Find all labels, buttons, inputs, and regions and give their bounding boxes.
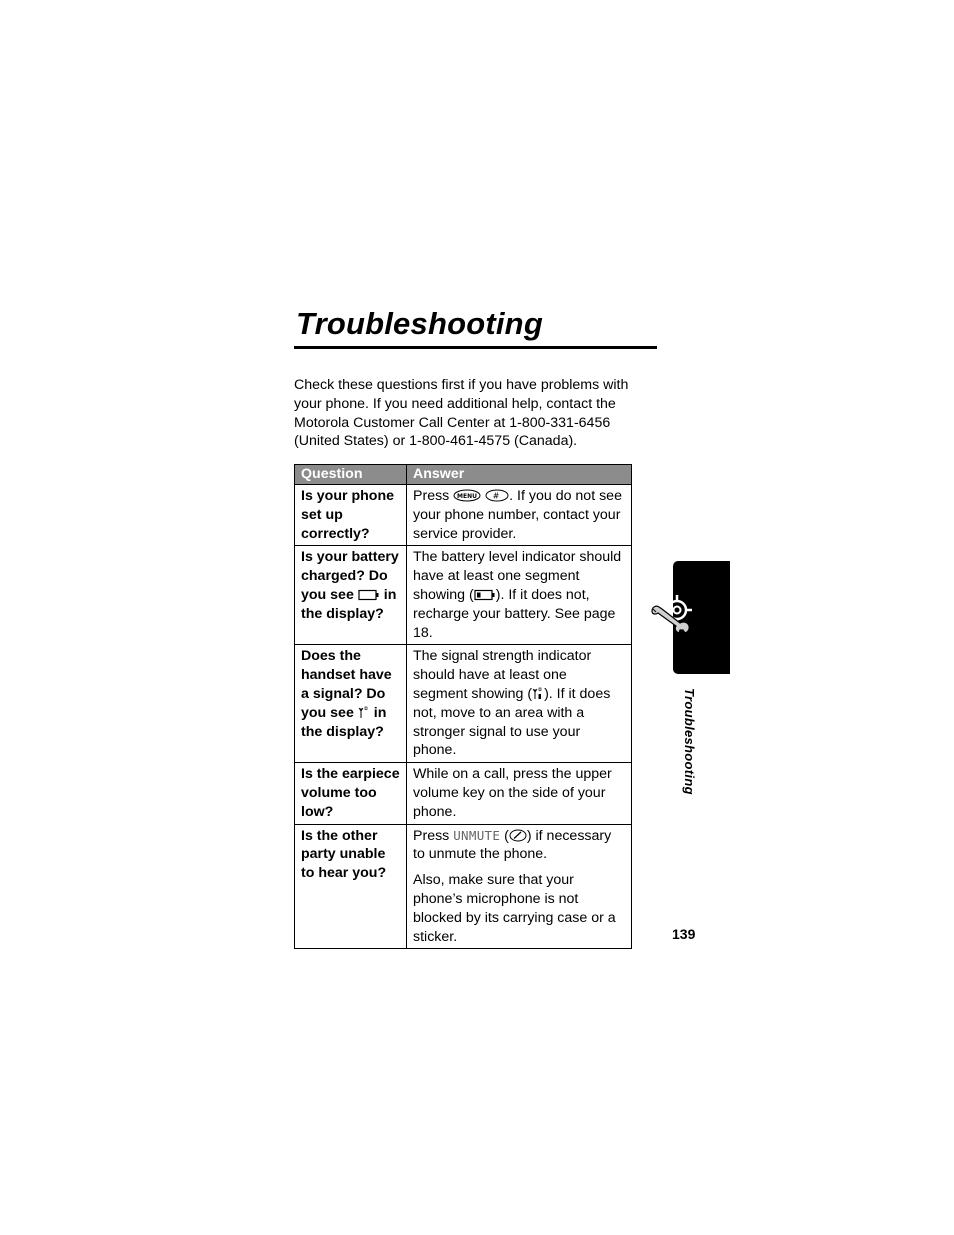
intro-paragraph: Check these questions first if you have problems with your phone. If you need additional help, contact the Motorola Customer Call Center at 1-800-331-6456 (United States) or 1-800-461-4575 (Canada). <box>294 377 629 450</box>
answer-text: Press <box>413 488 450 504</box>
table-row <box>295 645 632 763</box>
answer-text: . If you do not see your phone number, contact your service provider. <box>413 488 622 542</box>
question-cell <box>295 546 407 645</box>
table-header-row <box>295 465 632 485</box>
answer-paragraph: Also, make sure that your phone’s microphone is not blocked by its carrying case or a sticker. <box>413 872 616 945</box>
unmute-softkey-label: UNMUTE <box>453 827 501 843</box>
answer-text: The battery level indicator should have at least one segment showing ( <box>413 549 622 603</box>
question-cell: Is the other party unable to hear you? <box>295 824 407 949</box>
table-row <box>295 763 632 824</box>
answer-text: ) if necessary to unmute the phone. <box>413 827 612 863</box>
question-cell: Is the earpiece volume too low? <box>295 763 407 824</box>
answer-text: ). If it does not, recharge your battery. See page 18. <box>413 586 616 641</box>
question-text: Is your battery charged? Do you see <box>301 549 399 603</box>
answer-text: Press <box>413 827 450 844</box>
question-cell <box>295 645 407 763</box>
table-row <box>295 824 632 949</box>
answer-text: ). If it does not, move to an area with a stronger signal to use your phone. <box>413 685 611 759</box>
signal-empty-icon <box>358 706 370 719</box>
signal-one-segment-icon <box>532 687 544 700</box>
left-softkey-icon <box>509 829 527 842</box>
answer-text: The signal strength indicator should have at least one segment showing ( <box>413 648 592 702</box>
troubleshooting-table <box>294 464 632 949</box>
wrench-target-icon <box>650 592 694 642</box>
question-text: in the display? <box>301 704 387 740</box>
table-row <box>295 546 632 645</box>
answer-cell <box>407 645 632 763</box>
side-tab-label: Troubleshooting <box>682 688 697 795</box>
page-title: Troubleshooting <box>296 306 543 341</box>
svg-text:MENU: MENU <box>457 493 478 500</box>
answer-cell: While on a call, press the upper volume key on the side of your phone. <box>407 763 632 824</box>
column-header-question: Question <box>295 465 407 485</box>
question-cell: Is your phone set up correctly? <box>295 485 407 546</box>
answer-cell <box>407 485 632 546</box>
column-header-answer: Answer <box>407 465 632 485</box>
menu-key-icon <box>453 489 481 502</box>
table-row <box>295 485 632 546</box>
answer-cell <box>407 546 632 645</box>
battery-empty-icon <box>358 589 380 601</box>
title-rule <box>294 346 657 349</box>
answer-cell <box>407 824 632 949</box>
battery-one-segment-icon <box>474 589 496 601</box>
hash-key-icon <box>485 489 509 502</box>
svg-text:#: # <box>492 491 500 501</box>
answer-paragraph: Press UNMUTE ( ) if necessary to unmute the phone. <box>413 827 612 863</box>
question-text: Does the handset have a signal? Do you see <box>301 648 392 721</box>
page-number: 139 <box>672 926 696 942</box>
question-text: in the display? <box>301 586 397 622</box>
